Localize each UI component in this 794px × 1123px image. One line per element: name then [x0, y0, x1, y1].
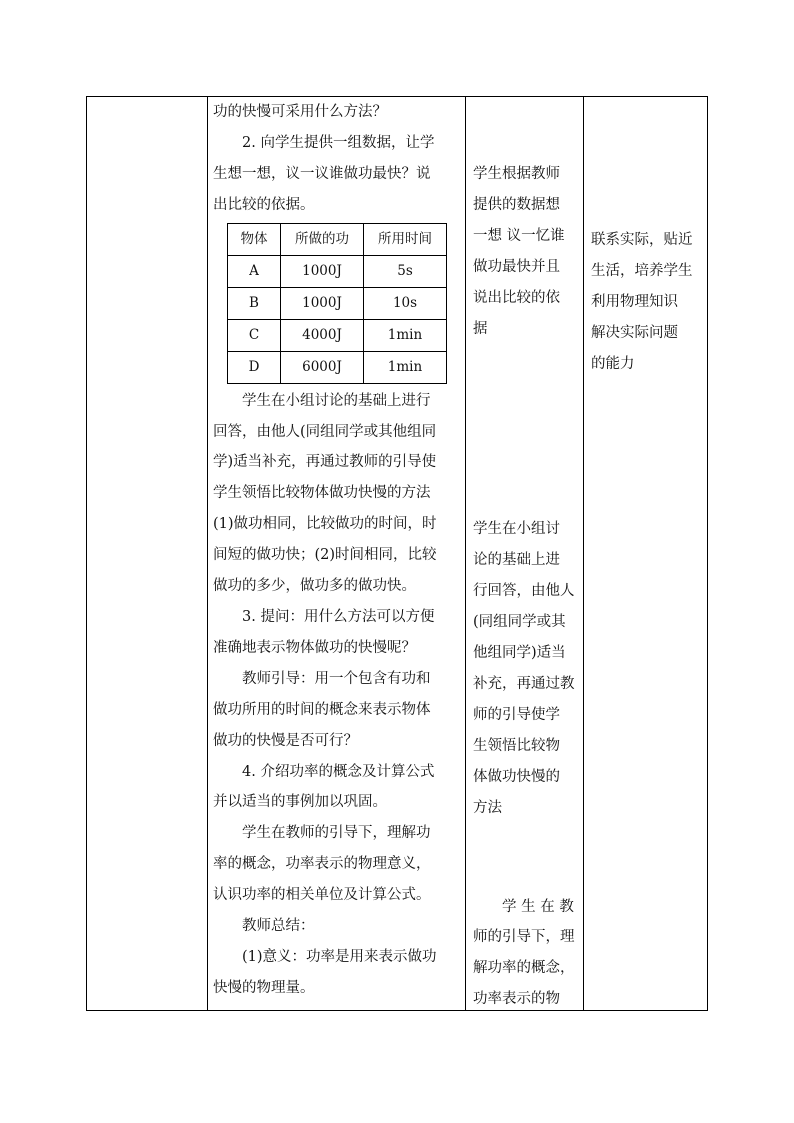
text-line: 方法 — [473, 799, 502, 816]
spacer — [473, 824, 581, 892]
table-cell: A — [228, 255, 281, 287]
text-line: 联系实际，贴近 — [591, 232, 693, 248]
student-activity-column — [473, 97, 581, 1015]
text-line: 说出比较的依 — [473, 289, 560, 306]
text-line: 学生在小组讨 — [473, 521, 560, 538]
text-line: 的能力 — [591, 355, 635, 372]
text-line: 做功所用的时间的概念来表示物体 — [213, 701, 431, 718]
text-line: 体做功快慢的 — [473, 768, 560, 785]
table-row — [228, 351, 447, 383]
table-cell: 10s — [364, 287, 447, 319]
text-line: 利用物理知识 — [591, 293, 678, 310]
header-object: 物体 — [228, 223, 281, 255]
column-divider-3 — [583, 97, 584, 1010]
text-line: 提供的数据想 — [473, 196, 560, 213]
table-cell: 6000J — [281, 351, 364, 383]
table-cell: B — [228, 287, 281, 319]
text-line: 据 — [473, 320, 488, 337]
text-line: 2. 向学生提供一组数据，让学 — [242, 134, 435, 151]
header-work: 所做的功 — [281, 223, 364, 255]
table-cell: 1min — [364, 319, 447, 351]
text-line: 解功率的概念， — [473, 960, 575, 977]
text-line: 回答，由他人(同组同学或其他组同 — [213, 423, 437, 440]
text-line: 并以适当的事例加以巩固。 — [213, 794, 387, 811]
teacher-activity-column — [213, 97, 458, 1004]
column-divider-2 — [465, 97, 466, 1010]
text-line: 他组同学)适当 — [473, 645, 566, 662]
header-time: 所用时间 — [364, 223, 447, 255]
text-line: 出比较的依据。 — [213, 196, 315, 213]
text-line: 一想 议一忆谁 — [473, 227, 565, 244]
text-line: 生活，培养学生 — [591, 262, 693, 279]
text-line: 学 生 在 教 — [502, 898, 574, 915]
text-line: 3. 提问：用什么方法可以方便 — [242, 608, 435, 625]
table-cell: 1000J — [281, 287, 364, 319]
table-row — [228, 319, 447, 351]
text-line: 教师引导：用一个包含有功和 — [242, 670, 431, 687]
text-line: 论的基础上进 — [473, 552, 560, 569]
text-line: 率的概念，功率表示的物理意义， — [213, 856, 431, 873]
spacer — [591, 97, 707, 225]
text-line: 做功的多少，做功多的做功快。 — [213, 578, 416, 595]
spacer — [473, 344, 581, 514]
text-line: (同组同学或其 — [473, 614, 566, 631]
text-line: 解决实际问题 — [591, 324, 678, 341]
column-divider-1 — [207, 97, 208, 1010]
text-line: 生想一想，议一议谁做功最快？说 — [213, 165, 431, 182]
text-line: (1)做功相同，比较做功的时间，时 — [213, 516, 437, 533]
text-line: 教师总结： — [242, 918, 315, 935]
work-data-table — [227, 223, 447, 384]
text-line: 补充，再通过教 — [473, 675, 575, 692]
text-line: 做功的快慢是否可行？ — [213, 732, 358, 749]
text-line: 快慢的物理量。 — [213, 979, 315, 996]
text-line: 学生在教师的引导下，理解功 — [242, 825, 431, 842]
text-line: 功的快慢可采用什么方法？ — [213, 104, 387, 120]
text-line: 师的引导使学 — [473, 706, 560, 723]
table-row — [228, 287, 447, 319]
text-line: (1)意义：功率是用来表示做功 — [242, 948, 437, 965]
text-line: 间短的做功快；(2)时间相同，比较 — [213, 547, 437, 564]
text-line: 生领悟比较物 — [473, 737, 560, 754]
text-line: 学生领悟比较物体做功快慢的方法 — [213, 485, 431, 502]
text-line: 认识功率的相关单位及计算公式。 — [213, 887, 431, 904]
table-header-row — [228, 223, 447, 255]
table-row — [228, 255, 447, 287]
table-cell: 5s — [364, 255, 447, 287]
text-line: 师的引导下，理 — [473, 929, 575, 946]
text-line: 行回答，由他人 — [473, 583, 575, 600]
table-cell: D — [228, 351, 281, 383]
table-cell: 1min — [364, 351, 447, 383]
text-line: 准确地表示物体做功的快慢呢？ — [213, 639, 416, 656]
table-cell: 1000J — [281, 255, 364, 287]
text-line: 学生在小组讨论的基础上进行 — [242, 392, 431, 409]
table-cell: 4000J — [281, 319, 364, 351]
lesson-plan-table — [86, 96, 708, 1011]
design-intent-column — [591, 97, 707, 380]
text-line: 做功最快并且 — [473, 258, 560, 275]
text-line: 学生根据教师 — [473, 166, 560, 182]
table-cell: C — [228, 319, 281, 351]
spacer — [473, 97, 581, 159]
text-line: 4. 介绍功率的概念及计算公式 — [242, 763, 435, 780]
text-line: 学)适当补充，再通过教师的引导使 — [213, 454, 437, 471]
text-line: 功率表示的物 — [473, 991, 560, 1008]
